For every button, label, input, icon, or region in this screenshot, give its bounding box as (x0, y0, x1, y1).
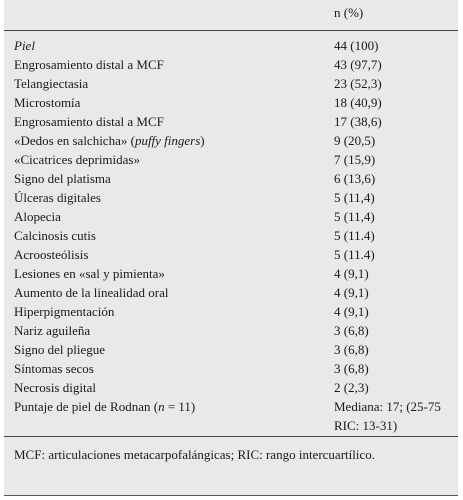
row-label-italic: puffy fingers (134, 133, 201, 148)
row-label: Microstomía (14, 95, 81, 110)
row-value: 17 (38,6) (334, 114, 382, 129)
row-value: 5 (11.4) (334, 247, 375, 262)
table-row (4, 378, 458, 397)
table-row (4, 36, 458, 55)
row-value: 7 (15,9) (334, 152, 376, 167)
table-row (4, 245, 458, 264)
row-value: 4 (9,1) (334, 266, 369, 281)
table-row (4, 264, 458, 283)
row-label: Piel (14, 38, 35, 53)
table-row (4, 188, 458, 207)
table-body (4, 36, 458, 435)
table-row (4, 55, 458, 74)
table-row (4, 397, 458, 435)
row-value: 5 (11,4) (334, 209, 375, 224)
table-row (4, 131, 458, 150)
row-label: Engrosamiento distal a MCF (14, 57, 164, 72)
row-label: Acroosteólisis (14, 247, 89, 262)
row-value: 2 (2,3) (334, 380, 369, 395)
data-table (4, 0, 458, 496)
table-row (4, 321, 458, 340)
table-row (4, 74, 458, 93)
row-label-italic: n (158, 399, 165, 414)
row-label: Hiperpigmentación (14, 304, 115, 319)
row-label (14, 397, 195, 416)
table-row (4, 112, 458, 131)
row-label: Aumento de la linealidad oral (14, 285, 169, 300)
table-row (4, 169, 458, 188)
row-value: 4 (9,1) (334, 304, 369, 319)
row-label: Signo del pliegue (14, 342, 105, 357)
row-label (14, 131, 205, 150)
row-label: Síntomas secos (14, 361, 94, 376)
table-row (4, 207, 458, 226)
row-value: 3 (6,8) (334, 323, 369, 338)
column-header-n-percent: n (%) (334, 5, 364, 20)
row-label: Engrosamiento distal a MCF (14, 114, 164, 129)
row-value: 5 (11.4) (334, 228, 375, 243)
row-label-text: Puntaje de piel de Rodnan ( (14, 399, 159, 414)
table-row (4, 302, 458, 321)
row-label: Úlceras digitales (14, 190, 101, 205)
row-value: 5 (11,4) (334, 190, 375, 205)
row-label: Lesiones en «sal y pimienta» (14, 266, 165, 281)
footer-divider (4, 436, 458, 437)
row-value: 18 (40,9) (334, 95, 382, 110)
row-label: «Cicatrices deprimidas» (14, 152, 140, 167)
row-value: 9 (20,5) (334, 133, 376, 148)
row-label: Alopecia (14, 209, 61, 224)
row-label-text: = 11) (164, 399, 196, 414)
row-label: Necrosis digital (14, 380, 96, 395)
row-label: Nariz aguileña (14, 323, 91, 338)
row-value: Mediana: 17; (25-75 RIC: 13-31) (334, 399, 441, 433)
table-row (4, 93, 458, 112)
row-value: 6 (13,6) (334, 171, 376, 186)
row-value: 44 (100) (334, 38, 379, 53)
row-value: 43 (97,7) (334, 57, 382, 72)
table-footnote: MCF: articulaciones metacarpofalángicas; RIC: rango intercuartílico. (14, 447, 375, 462)
table-row (4, 226, 458, 245)
row-value: 23 (52,3) (334, 76, 382, 91)
row-label: Calcinosis cutis (14, 228, 96, 243)
table-row (4, 340, 458, 359)
table-header (4, 0, 458, 31)
row-value: 3 (6,8) (334, 342, 369, 357)
row-value: 3 (6,8) (334, 361, 369, 376)
row-value: 4 (9,1) (334, 285, 369, 300)
row-label-text: «Dedos en salchicha» ( (14, 133, 135, 148)
row-label: Telangiectasia (14, 76, 89, 91)
row-label: Signo del platisma (14, 171, 111, 186)
table-row (4, 359, 458, 378)
row-label-text: ) (200, 133, 205, 148)
table-row (4, 283, 458, 302)
table-row (4, 150, 458, 169)
